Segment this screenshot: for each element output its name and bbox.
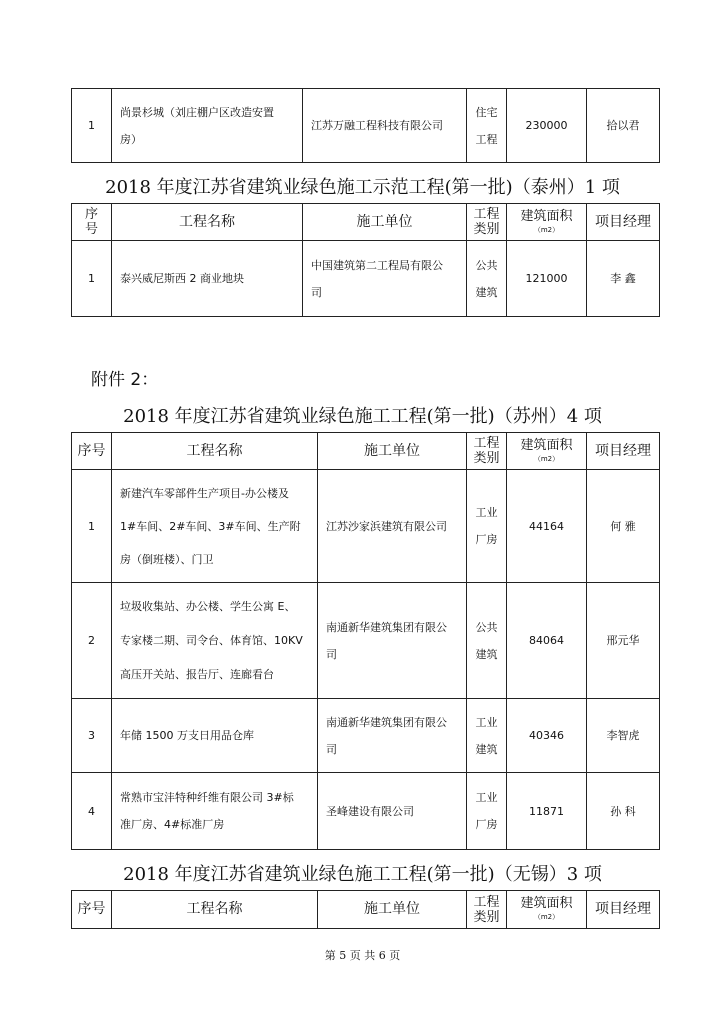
header-project-type: 工程 类别 xyxy=(467,433,507,470)
seq-cell: 1 xyxy=(72,241,112,317)
table-row xyxy=(72,470,660,583)
manager-cell: 李智虎 xyxy=(587,699,660,773)
table-header-row xyxy=(72,433,660,470)
project-type-cell: 公共 建筑 xyxy=(467,583,507,699)
header-manager: 项目经理 xyxy=(587,891,660,929)
header-construction-unit: 施工单位 xyxy=(303,204,467,241)
header-manager: 项目经理 xyxy=(587,433,660,470)
wuxi-table xyxy=(71,890,660,929)
construction-unit-cell: 南通新华建筑集团有限公 司 xyxy=(318,583,467,699)
construction-unit-cell: 江苏沙家浜建筑有限公司 xyxy=(318,470,467,583)
seq-cell: 2 xyxy=(72,583,112,699)
header-construction-unit: 施工单位 xyxy=(318,433,467,470)
header-area: 建筑面积 （m2） xyxy=(507,891,587,929)
construction-unit-cell: 中国建筑第二工程局有限公 司 xyxy=(303,241,467,317)
wuxi-section-title: 2018 年度江苏省建筑业绿色施工工程(第一批)（无锡）3 项 xyxy=(123,864,602,885)
project-name-cell: 年储 1500 万支日用品仓库 xyxy=(112,699,318,773)
project-name-cell: 新建汽车零部件生产项目-办公楼及 1#车间、2#车间、3#车间、生产附 房（倒班楼）、门卫 xyxy=(112,470,318,583)
construction-unit-cell: 江苏万融工程科技有限公司 xyxy=(303,89,467,163)
project-type-cell: 公共 建筑 xyxy=(467,241,507,317)
construction-unit-cell: 圣峰建设有限公司 xyxy=(318,773,467,850)
table-header-row xyxy=(72,891,660,929)
top-table xyxy=(71,88,660,163)
attachment-label: 附件 2： xyxy=(91,370,159,390)
manager-cell: 孙 科 xyxy=(587,773,660,850)
area-cell: 84064 xyxy=(507,583,587,699)
taizhou-table xyxy=(71,203,660,317)
table-row xyxy=(72,89,660,163)
header-manager: 项目经理 xyxy=(587,204,660,241)
area-cell: 44164 xyxy=(507,470,587,583)
manager-cell: 李 鑫 xyxy=(587,241,660,317)
construction-unit-cell: 南通新华建筑集团有限公 司 xyxy=(318,699,467,773)
project-type-cell: 工业 厂房 xyxy=(467,470,507,583)
project-type-cell: 工业 建筑 xyxy=(467,699,507,773)
table-row xyxy=(72,583,660,699)
taizhou-section-title: 2018 年度江苏省建筑业绿色施工示范工程(第一批)（泰州）1 项 xyxy=(105,177,620,198)
header-seq: 序号 xyxy=(72,433,112,470)
seq-cell: 1 xyxy=(72,89,112,163)
header-area: 建筑面积 （m2） xyxy=(507,433,587,470)
project-type-cell: 工业 厂房 xyxy=(467,773,507,850)
area-cell: 230000 xyxy=(507,89,587,163)
header-project-type: 工程 类别 xyxy=(467,204,507,241)
suzhou-table xyxy=(71,432,660,850)
manager-cell: 何 雅 xyxy=(587,470,660,583)
table-row xyxy=(72,241,660,317)
manager-cell: 拾以君 xyxy=(587,89,660,163)
table-row xyxy=(72,699,660,773)
seq-cell: 1 xyxy=(72,470,112,583)
area-cell: 11871 xyxy=(507,773,587,850)
area-cell: 40346 xyxy=(507,699,587,773)
header-project-type: 工程 类别 xyxy=(467,891,507,929)
project-name-cell: 尚景杉城（刘庄棚户区改造安置 房） xyxy=(112,89,303,163)
project-name-cell: 泰兴威尼斯西 2 商业地块 xyxy=(112,241,303,317)
header-seq: 序号 xyxy=(72,891,112,929)
header-project-name: 工程名称 xyxy=(112,204,303,241)
table-header-row xyxy=(72,204,660,241)
area-cell: 121000 xyxy=(507,241,587,317)
header-project-name: 工程名称 xyxy=(112,891,318,929)
project-name-cell: 垃圾收集站、办公楼、学生公寓 E、 专家楼二期、司令台、体育馆、10KV 高压开关站、报告厅、连廊看台 xyxy=(112,583,318,699)
project-name-cell: 常熟市宝沣特种纤维有限公司 3#标 准厂房、4#标准厂房 xyxy=(112,773,318,850)
suzhou-section-title: 2018 年度江苏省建筑业绿色施工工程(第一批)（苏州）4 项 xyxy=(123,406,602,427)
seq-cell: 4 xyxy=(72,773,112,850)
table-row xyxy=(72,773,660,850)
header-area: 建筑面积 （m2） xyxy=(507,204,587,241)
seq-cell: 3 xyxy=(72,699,112,773)
manager-cell: 邢元华 xyxy=(587,583,660,699)
page-footer: 第 5 页 共 6 页 xyxy=(324,949,401,962)
header-construction-unit: 施工单位 xyxy=(318,891,467,929)
header-project-name: 工程名称 xyxy=(112,433,318,470)
header-seq: 序 号 xyxy=(72,204,112,241)
project-type-cell: 住宅 工程 xyxy=(467,89,507,163)
